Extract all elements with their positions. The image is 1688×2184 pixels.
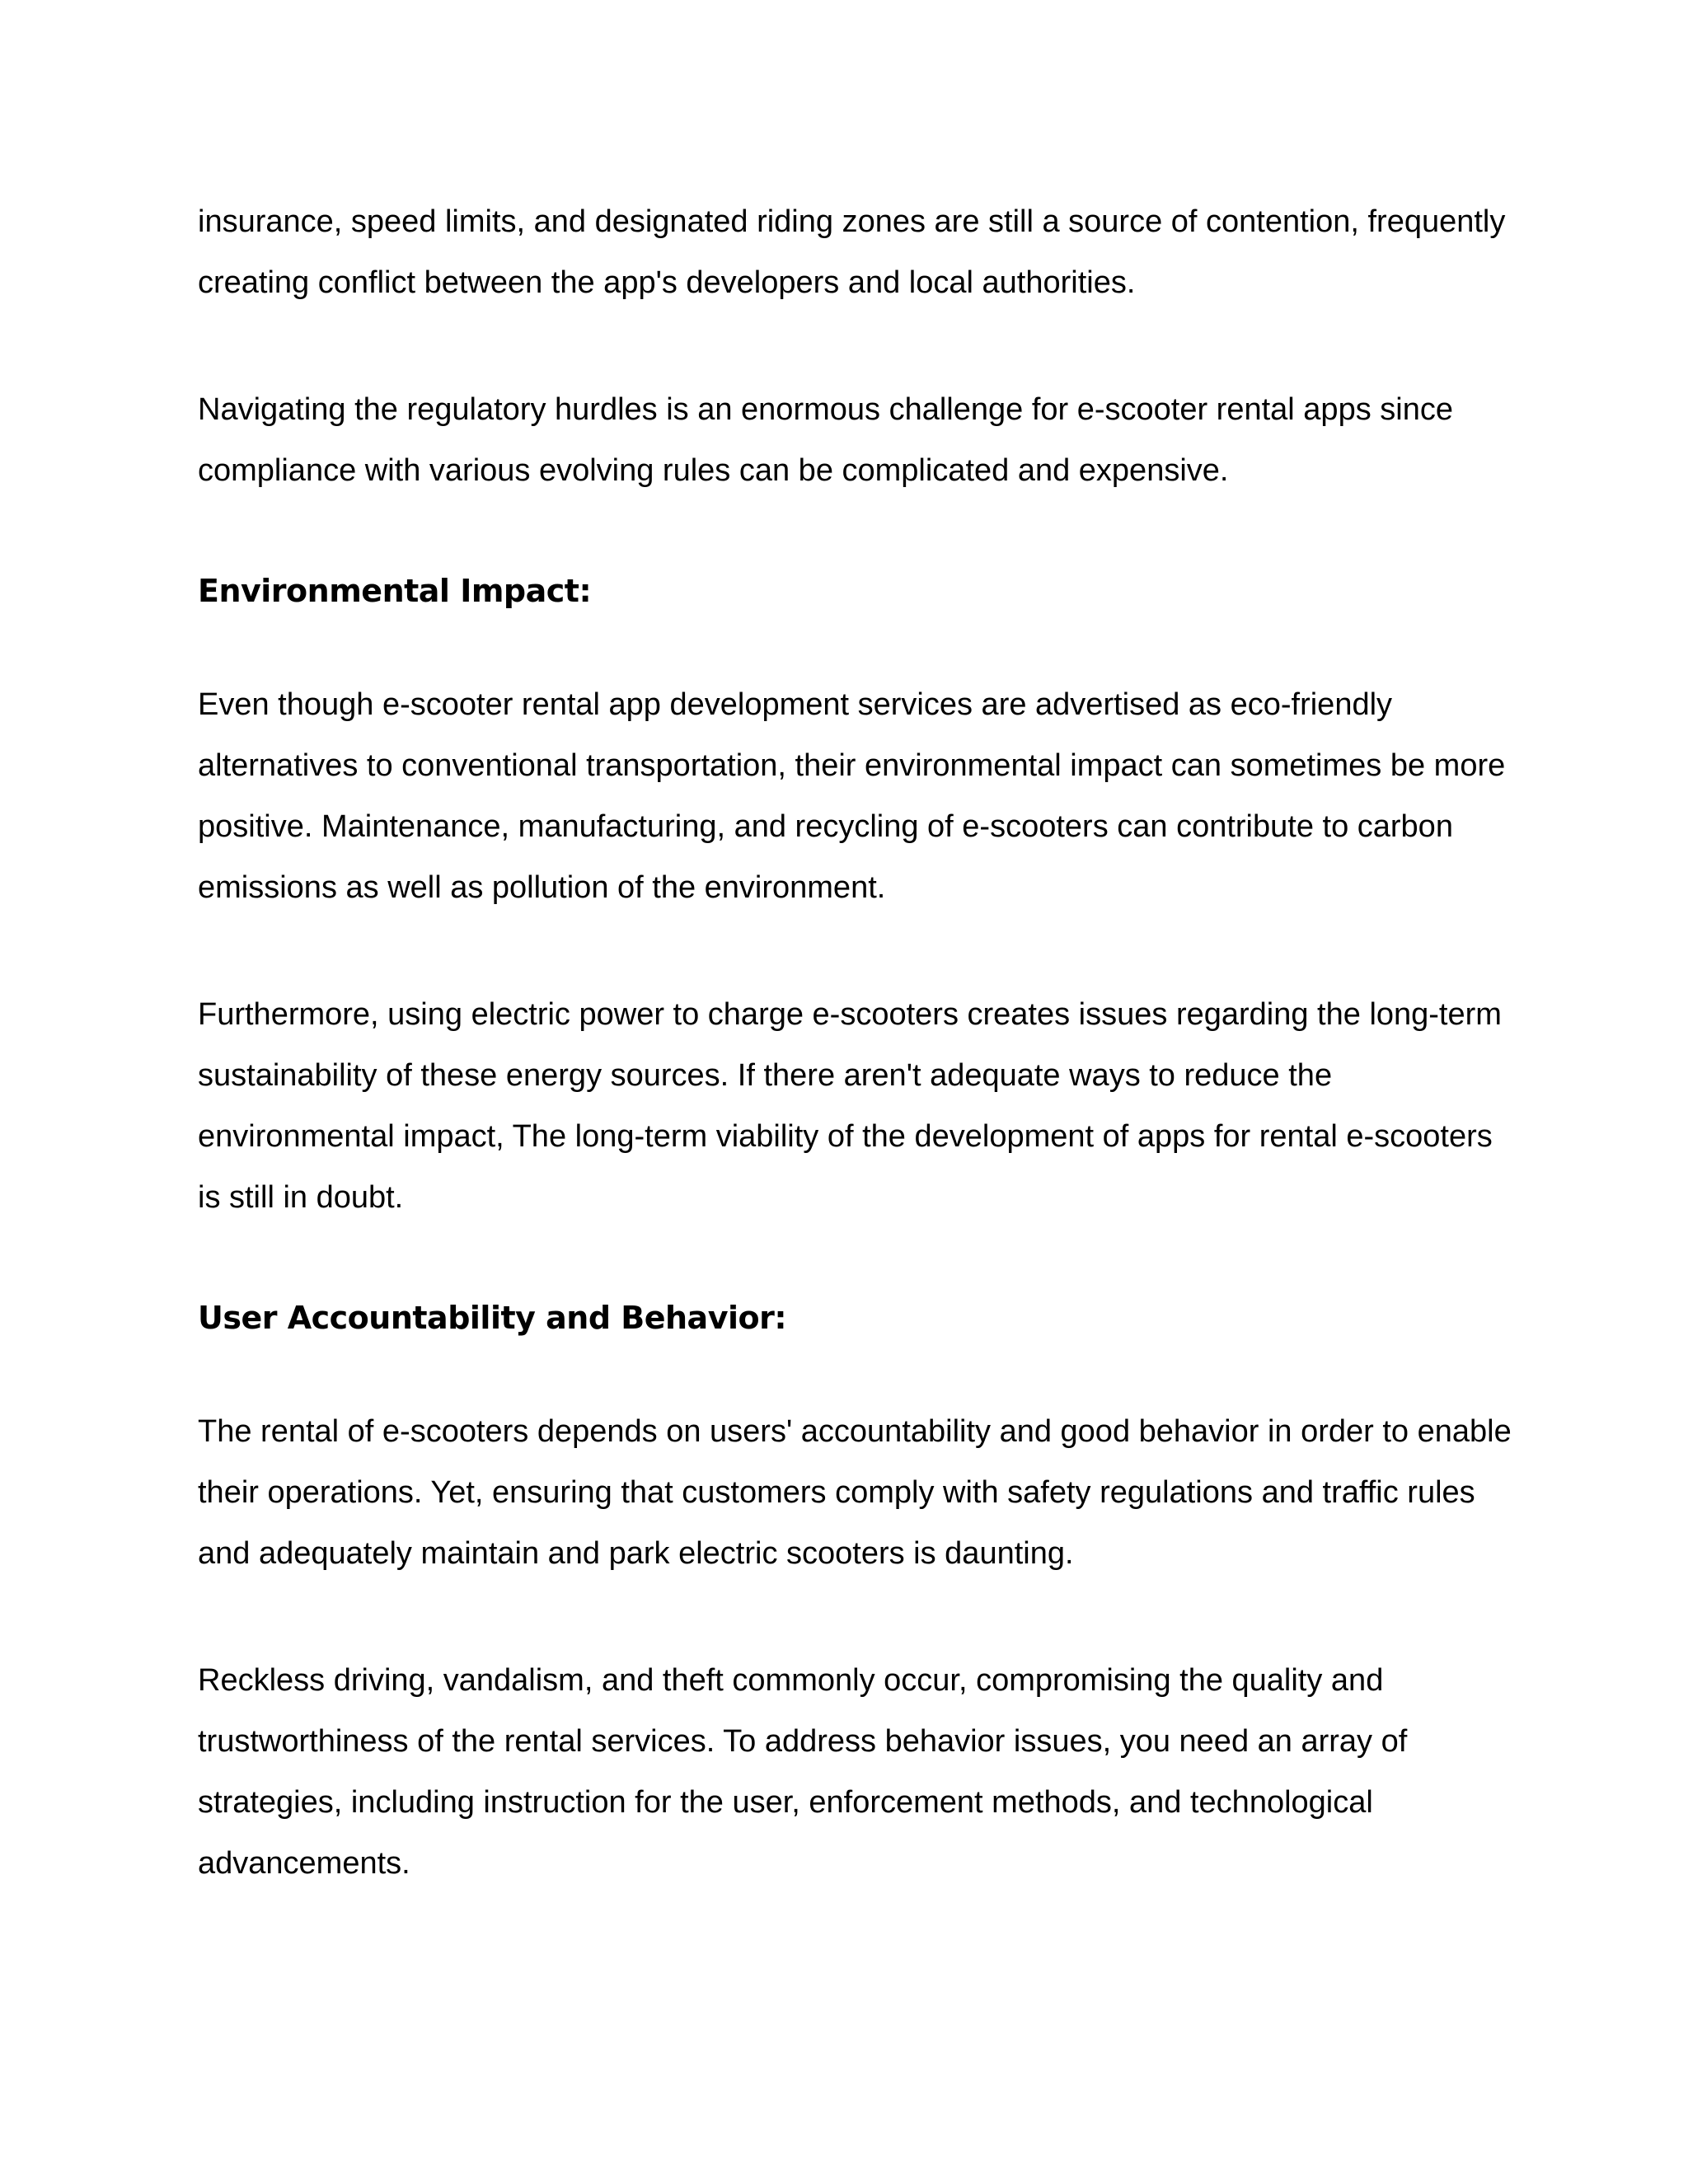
heading-environmental-impact: Environmental Impact:: [198, 573, 592, 609]
heading-user-accountability: User Accountability and Behavior:: [198, 1300, 787, 1336]
document-body: [198, 191, 1517, 1960]
paragraph-eco-friendly: Even though e-scooter rental app development services are advertised as eco-friendly alternatives to conventional transportation, their environmental impact can sometimes be more positive. Maintenance, manufacturing, and recycling of e-scooters can contribute to carbon emissions as well as pollution of the environment.: [198, 687, 1506, 905]
paragraph-user-behavior: The rental of e-scooters depends on users' accountability and good behavior in order to enable their operations. Yet, ensuring that customers comply with safety regulations and traffic rules and adequately maintain and park electric scooters is daunting.: [198, 1414, 1512, 1571]
paragraph-regulatory-hurdles: Navigating the regulatory hurdles is an enormous challenge for e-scooter rental apps since compliance with various evolving rules can be complicated and expensive.: [198, 392, 1453, 488]
paragraph-reckless-driving: Reckless driving, vandalism, and theft commonly occur, compromising the quality and trustworthiness of the rental services. To address behavior issues, you need an array of strategies, including instruction for the user, enforcement methods, and technological advancements.: [198, 1663, 1408, 1881]
paragraph-insurance-conflict: insurance, speed limits, and designated riding zones are still a source of contention, frequently creating conflict between the app's developers and local authorities.: [198, 204, 1506, 300]
paragraph-electric-power: Furthermore, using electric power to charge e-scooters creates issues regarding the long-term sustainability of these energy sources. If there aren't adequate ways to reduce the environmental impact, The long-term viability of the development of apps for rental e-scooters is still in doubt.: [198, 997, 1502, 1215]
